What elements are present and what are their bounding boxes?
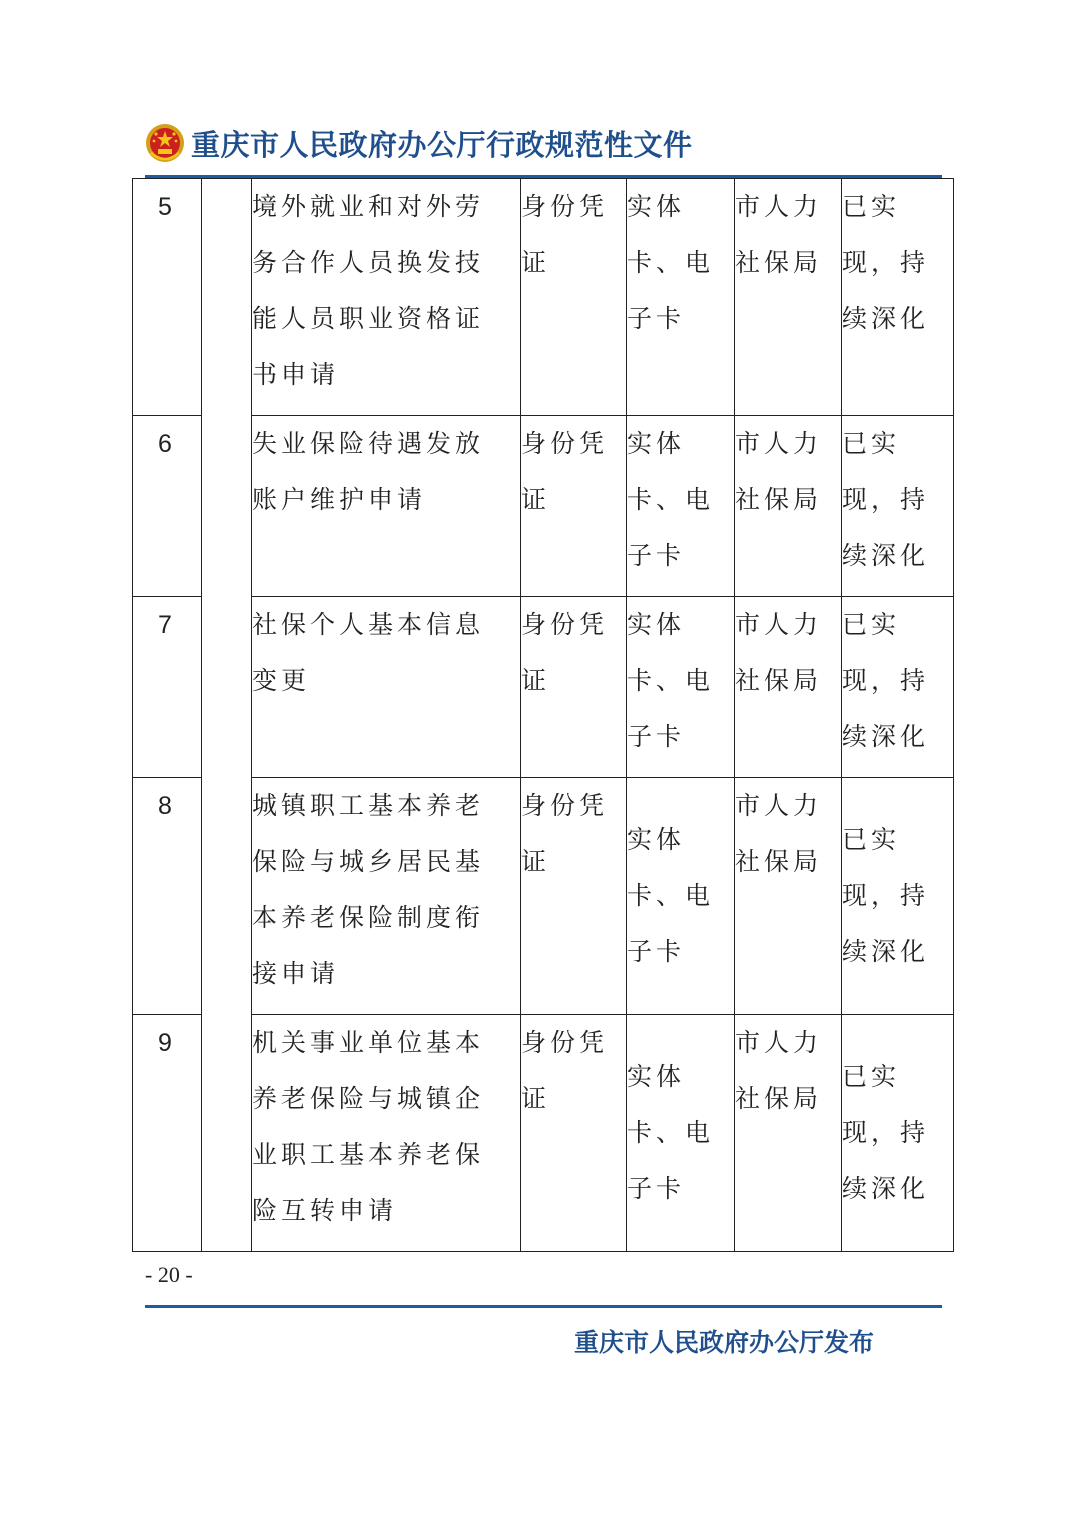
status-cell: 已实 现，持 续深化 [842, 778, 954, 1015]
row-number: 7 [133, 597, 202, 778]
page-number: - 20 - [145, 1262, 193, 1287]
department-cell: 市人力 社保局 [735, 597, 842, 778]
card-type-cell: 实体 卡、电 子卡 [627, 179, 735, 416]
item-name-cell: 社保个人基本信息 变更 [252, 597, 521, 778]
row-number: 8 [133, 778, 202, 1015]
table-row [133, 416, 954, 597]
row-number: 5 [133, 179, 202, 416]
department-cell: 市人力 社保局 [735, 1015, 842, 1252]
status-cell: 已实 现，持 续深化 [842, 416, 954, 597]
document-header [145, 120, 693, 166]
row-number: 9 [133, 1015, 202, 1252]
status-cell: 已实 现，持 续深化 [842, 1015, 954, 1252]
item-name-cell: 失业保险待遇发放 账户维护申请 [252, 416, 521, 597]
credential-cell: 身份凭 证 [521, 597, 627, 778]
document-title: 重庆市人民政府办公厅行政规范性文件 [191, 127, 693, 162]
credential-cell: 身份凭 证 [521, 179, 627, 416]
footer-rule [145, 1305, 942, 1308]
card-type-cell: 实体 卡、电 子卡 [627, 1015, 735, 1252]
national-emblem-icon [145, 123, 185, 163]
table-row [133, 778, 954, 1015]
status-cell: 已实 现，持 续深化 [842, 597, 954, 778]
row-number: 6 [133, 416, 202, 597]
card-type-cell: 实体 卡、电 子卡 [627, 416, 735, 597]
card-type-cell: 实体 卡、电 子卡 [627, 778, 735, 1015]
credential-cell: 身份凭 证 [521, 416, 627, 597]
table-row [133, 179, 954, 416]
card-type-cell: 实体 卡、电 子卡 [627, 597, 735, 778]
status-cell: 已实 现，持 续深化 [842, 179, 954, 416]
table-row [133, 597, 954, 778]
publisher-label: 重庆市人民政府办公厅发布 [574, 1328, 875, 1357]
category-cell [202, 179, 252, 1252]
table-row [133, 1015, 954, 1252]
item-name-cell: 城镇职工基本养老 保险与城乡居民基 本养老保险制度衔 接申请 [252, 778, 521, 1015]
credential-cell: 身份凭 证 [521, 1015, 627, 1252]
credential-cell: 身份凭 证 [521, 778, 627, 1015]
department-cell: 市人力 社保局 [735, 179, 842, 416]
item-name-cell: 机关事业单位基本 养老保险与城镇企 业职工基本养老保 险互转申请 [252, 1015, 521, 1252]
department-cell: 市人力 社保局 [735, 416, 842, 597]
item-name-cell: 境外就业和对外劳 务合作人员换发技 能人员职业资格证 书申请 [252, 179, 521, 416]
department-cell: 市人力 社保局 [735, 778, 842, 1015]
service-items-table [132, 178, 954, 1252]
